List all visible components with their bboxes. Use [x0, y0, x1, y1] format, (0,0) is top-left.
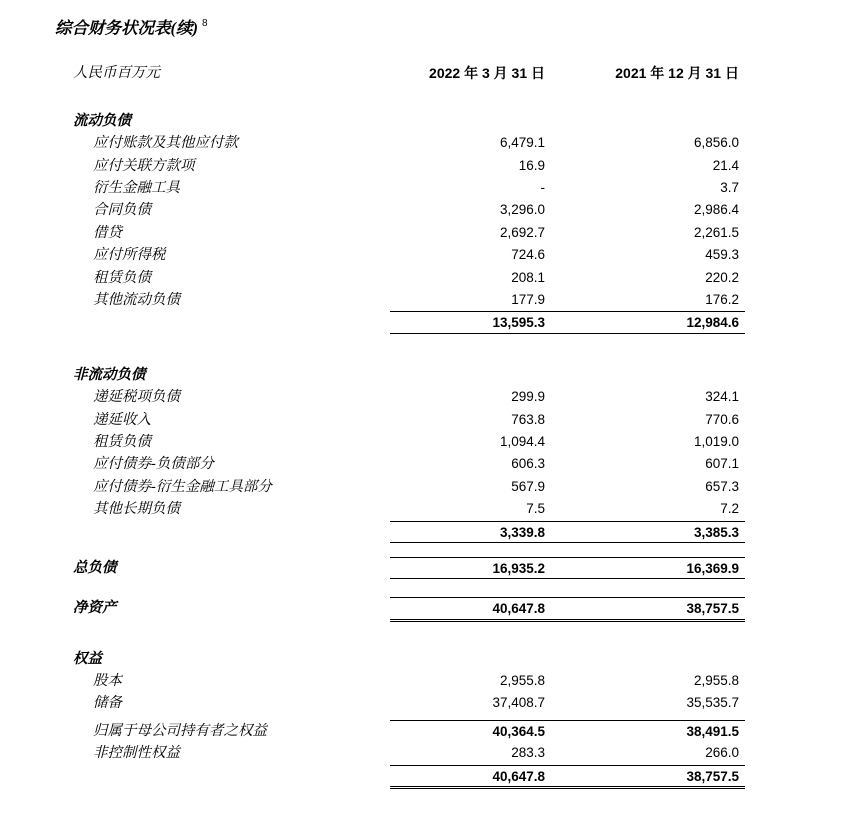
value-2022: 208.1 — [511, 269, 545, 285]
value-2021: 2,986.4 — [693, 202, 739, 218]
value-2021: 176.2 — [705, 292, 739, 308]
row-label: 应付账款及其他应付款 — [93, 135, 238, 152]
row-label: 归属于母公司持有者之权益 — [93, 722, 267, 739]
value-2022: 1,094.4 — [499, 433, 545, 449]
total-liabilities-label: 总负债 — [73, 559, 117, 576]
value-2021: 770.6 — [705, 411, 739, 427]
value-2021: 459.3 — [705, 247, 739, 263]
row-label: 递延收入 — [93, 411, 151, 428]
spacer — [390, 110, 545, 132]
total-liabilities-row — [73, 557, 745, 579]
row-label: 应付债券-衍生金融工具部分 — [93, 478, 272, 495]
value-2022: 7.5 — [526, 501, 545, 517]
row-label: 合同负债 — [93, 202, 151, 219]
spacer — [545, 648, 745, 670]
section-header-label: 权益 — [73, 650, 102, 667]
subtotal-2022: 13,595.3 — [390, 311, 545, 333]
value-2022: 606.3 — [511, 456, 545, 472]
double-rule — [390, 787, 745, 789]
section-header-equity — [73, 648, 745, 670]
table-row — [73, 670, 745, 692]
net-assets-label: 净资产 — [73, 600, 117, 617]
column-header-row — [73, 62, 745, 84]
table-row — [73, 155, 745, 177]
row-label: 应付关联方款项 — [93, 157, 195, 174]
table-row — [73, 177, 745, 199]
value-2022: 299.9 — [511, 389, 545, 405]
value-2022: 2,692.7 — [499, 224, 545, 240]
value-2022: 724.6 — [511, 247, 545, 263]
subtotal-row-noncurrent-liabilities — [73, 521, 745, 543]
table-row — [73, 431, 745, 453]
row-label: 应付债券-负债部分 — [93, 456, 214, 473]
section-header-current-liabilities — [73, 110, 745, 132]
row-label: 租赁负债 — [93, 269, 151, 286]
value-2022: - — [540, 180, 545, 196]
value-2022: 763.8 — [511, 411, 545, 427]
value-2021: 6,856.0 — [693, 135, 739, 151]
column-header-2022: 2022 年 3 月 31 日 — [429, 64, 545, 81]
value-2022: 16.9 — [518, 157, 545, 173]
spacer — [545, 110, 745, 132]
value-2022: 2,955.8 — [499, 673, 545, 689]
table-row — [73, 289, 745, 311]
net-assets-2022: 40,647.8 — [390, 597, 545, 619]
financial-statement-table — [73, 62, 745, 790]
value-2021: 220.2 — [705, 269, 739, 285]
spacer — [390, 364, 545, 386]
double-rule — [390, 620, 745, 622]
total-liabilities-2021: 16,369.9 — [545, 557, 745, 579]
net-assets-2021: 38,757.5 — [545, 597, 745, 619]
spacer — [545, 364, 745, 386]
table-row — [73, 498, 745, 520]
value-2022: 567.9 — [511, 478, 545, 494]
value-2021: 7.2 — [720, 501, 739, 517]
table-row — [73, 199, 745, 221]
row-label: 股本 — [93, 673, 122, 690]
table-row — [73, 476, 745, 498]
table-row — [73, 720, 745, 742]
row-label: 递延税项负债 — [93, 389, 180, 406]
spacer — [73, 311, 390, 333]
value-2021: 657.3 — [705, 478, 739, 494]
value-2021: 35,535.7 — [686, 695, 739, 711]
value-2021: 324.1 — [705, 389, 739, 405]
value-2022: 40,364.5 — [390, 720, 545, 742]
unit-label: 人民币百万元 — [73, 64, 160, 81]
spacer — [73, 765, 390, 787]
row-label: 非控制性权益 — [93, 745, 180, 762]
value-2022: 177.9 — [511, 292, 545, 308]
net-assets-row — [73, 597, 745, 619]
value-2022: 3,296.0 — [499, 202, 545, 218]
value-2022: 37,408.7 — [492, 695, 545, 711]
value-2021: 607.1 — [705, 456, 739, 472]
value-2021: 3.7 — [720, 180, 739, 196]
row-label: 储备 — [93, 695, 122, 712]
row-label: 借贷 — [93, 224, 122, 241]
value-2021: 2,955.8 — [693, 673, 739, 689]
row-label: 衍生金融工具 — [93, 180, 180, 197]
value-2021: 38,491.5 — [545, 720, 745, 742]
title-footnote: 8 — [202, 18, 208, 29]
column-header-2021: 2021 年 12 月 31 日 — [615, 64, 739, 81]
spacer — [73, 521, 390, 543]
value-2021: 266.0 — [705, 745, 739, 761]
subtotal-2021: 3,385.3 — [545, 521, 745, 543]
subtotal-2022: 3,339.8 — [390, 521, 545, 543]
row-label: 其他长期负债 — [93, 501, 180, 518]
table-row — [73, 409, 745, 431]
value-2021: 1,019.0 — [693, 433, 739, 449]
grand-total-row — [73, 765, 745, 787]
spacer — [390, 648, 545, 670]
value-2022: 283.3 — [511, 745, 545, 761]
section-header-noncurrent-liabilities — [73, 364, 745, 386]
table-row — [73, 386, 745, 408]
row-label: 其他流动负债 — [93, 292, 180, 309]
value-2021: 2,261.5 — [693, 224, 739, 240]
value-2022: 6,479.1 — [499, 135, 545, 151]
row-label: 租赁负债 — [93, 433, 151, 450]
table-row — [73, 267, 745, 289]
row-label: 应付所得税 — [93, 247, 166, 264]
table-row — [73, 692, 745, 714]
subtotal-row-current-liabilities — [73, 311, 745, 333]
page-title — [55, 14, 867, 40]
section-header-label: 非流动负债 — [73, 366, 146, 383]
table-row — [73, 453, 745, 475]
section-header-label: 流动负债 — [73, 112, 131, 129]
table-row — [73, 244, 745, 266]
total-liabilities-2022: 16,935.2 — [390, 557, 545, 579]
table-row — [73, 742, 745, 764]
table-row — [73, 222, 745, 244]
grand-total-2022: 40,647.8 — [390, 765, 545, 787]
subtotal-2021: 12,984.6 — [545, 311, 745, 333]
table-row — [73, 132, 745, 154]
page-title-text: 综合财务状况表(续) — [55, 18, 198, 38]
value-2021: 21.4 — [712, 157, 739, 173]
grand-total-2021: 38,757.5 — [545, 765, 745, 787]
